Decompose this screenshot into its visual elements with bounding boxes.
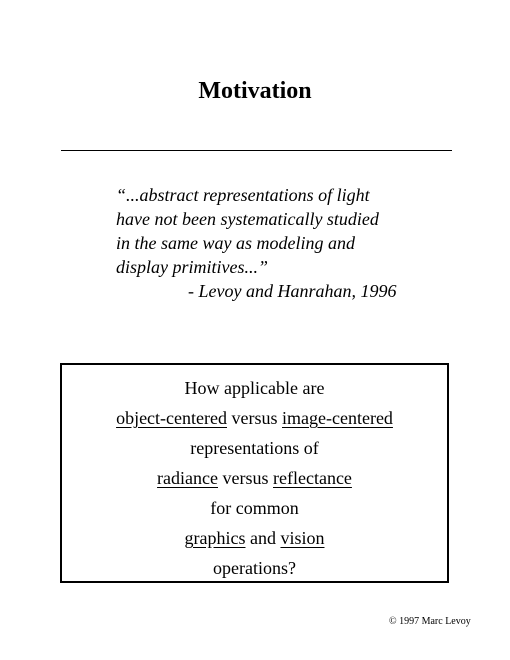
question-box <box>60 363 449 583</box>
quote-block <box>116 183 456 303</box>
slide-title: Motivation <box>198 78 312 104</box>
quote-line: display primitives...” <box>116 257 268 277</box>
question-line: for common <box>210 498 299 518</box>
term-image-centered: image-centered <box>282 408 393 428</box>
title-divider <box>61 150 452 151</box>
quote-line: in the same way as modeling and <box>116 233 355 253</box>
quote-line: “...abstract representations of light <box>116 185 370 205</box>
term-reflectance: reflectance <box>273 468 352 488</box>
question-line: representations of <box>190 438 319 458</box>
question-line: operations? <box>213 558 296 578</box>
term-radiance: radiance <box>157 468 218 488</box>
question-text <box>62 373 447 583</box>
question-line <box>62 403 447 433</box>
copyright-footer: © 1997 Marc Levoy <box>389 616 471 627</box>
quote-line: have not been systematically studied <box>116 209 379 229</box>
connector-versus: versus <box>227 408 282 428</box>
quote-attribution: - Levoy and Hanrahan, 1996 <box>188 281 397 301</box>
connector-and: and <box>245 528 281 548</box>
connector-versus: versus <box>218 468 273 488</box>
term-vision: vision <box>280 528 325 548</box>
question-line <box>62 523 447 553</box>
term-object-centered: object-centered <box>116 408 227 428</box>
question-line <box>62 463 447 493</box>
term-graphics: graphics <box>184 528 246 548</box>
question-line: How applicable are <box>184 378 325 398</box>
